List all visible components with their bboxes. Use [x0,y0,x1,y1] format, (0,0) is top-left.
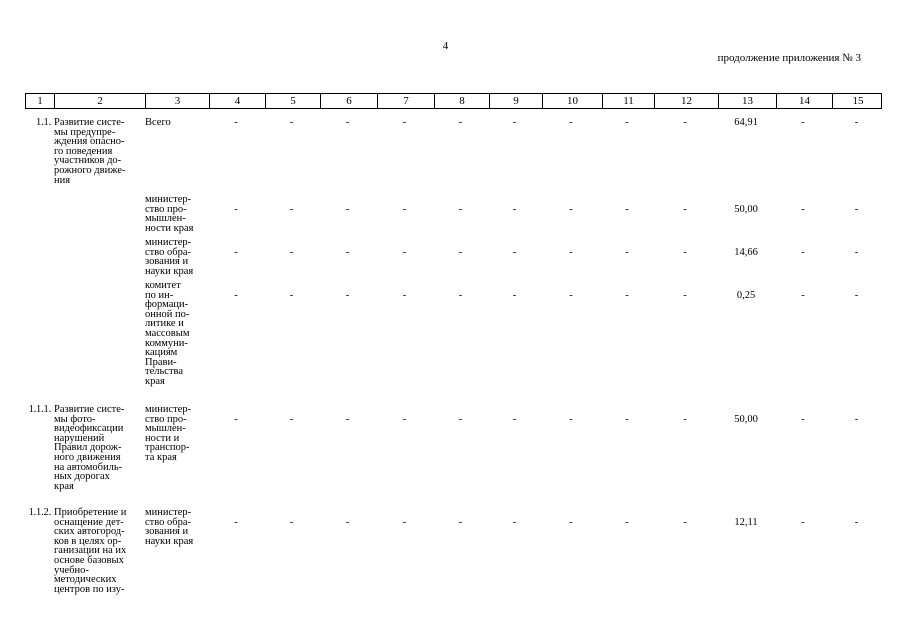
row-responsible-line: Всего [145,117,171,128]
row-responsible-line: по ин- [145,289,174,301]
row-name-line: мы фото- [54,413,96,425]
row-dash-col-11: - [625,247,629,258]
row-dash-col-5: - [289,414,294,425]
row-dash-col-5: - [289,204,294,215]
row-name-line: мы предупре- [54,126,116,138]
row-dash-col-14: - [801,414,805,425]
row-responsible-line: науки края [145,535,194,547]
row-name-line: Приобретение и [54,507,127,518]
row-dash-col-12: - [683,247,687,258]
row-dash-col-8: - [458,117,463,128]
row-dash-col-10: - [569,414,573,425]
row-dash-col-8: - [458,204,463,215]
row-name-line: рожного движе- [54,164,126,176]
header-col-5: 5 [265,94,320,108]
row-dash-col-10: - [569,290,573,301]
row-responsible-line: министер- [145,237,192,248]
row-dash-col-15: - [854,247,859,258]
row-responsible-line: края [145,375,165,387]
row-dash-col-4: - [234,290,238,301]
row-responsible-line: министер- [145,507,192,518]
row-responsible-line: литике и [145,318,184,330]
table-row [25,405,882,491]
row-dash-col-12: - [683,117,687,128]
row-dash-col-14: - [801,117,805,128]
row-name-line: учебно- [54,564,89,576]
row-dash-col-15: - [854,290,859,301]
row-dash-col-8: - [458,517,463,528]
row-responsible-line: министер- [145,194,192,205]
header-col-14: 14 [776,94,832,108]
row-dash-col-12: - [683,414,687,425]
row-dash-col-6: - [345,117,350,128]
row-dash-col-9: - [512,414,517,425]
row-value-col-13: 50,00 [734,414,758,425]
row-dash-col-5: - [289,290,294,301]
row-dash-col-10: - [569,204,573,215]
row-dash-col-7: - [402,517,407,528]
row-dash-col-4: - [234,117,238,128]
row-number: 1.1.1. [28,404,51,415]
row-responsible [144,195,208,233]
row-dash-col-6: - [345,414,350,425]
row-name-line: ждения опасно- [54,136,125,148]
row-dash-col-7: - [402,414,407,425]
row-dash-col-7: - [402,290,407,301]
row-responsible-line: министер- [145,404,192,415]
header-col-9: 9 [489,94,542,108]
row-dash-col-6: - [345,247,350,258]
row-responsible-line: мышлен- [145,213,186,225]
row-dash-col-10: - [569,517,573,528]
row-dash-col-9: - [512,517,517,528]
row-dash-col-11: - [625,290,629,301]
row-name-line: ганизации на их [54,545,127,557]
table-row [25,508,882,594]
row-responsible-line: тельства [145,366,184,378]
row-name-line: Развитие систе- [54,404,125,415]
row-name-line: ков в целях ор- [54,535,122,547]
row-name-line: на автомобиль- [54,461,123,473]
header-col-1: 1 [37,95,43,107]
row-dash-col-11: - [625,204,629,215]
row-name-line: Правил дорож- [54,442,122,454]
row-responsible-line: ство про- [145,203,187,215]
header-col-2: 2 [54,94,145,108]
row-dash-col-15: - [854,517,859,528]
row-name-line: ных дорогах [54,471,110,483]
row-dash-col-9: - [512,290,517,301]
row-responsible [144,118,208,128]
row-responsible-line: массовым [145,327,190,339]
row-name-line: оснащение дет- [54,516,124,528]
row-name-line: участников до- [54,155,122,167]
row-dash-col-14: - [801,204,805,215]
row-value-col-13: 64,91 [734,117,758,128]
row-responsible [144,508,208,546]
row-dash-col-8: - [458,290,463,301]
row-value-col-13: 12,11 [734,517,758,528]
row-name-line: нарушений [54,432,105,444]
row-responsible [144,281,208,387]
row-responsible [144,405,208,463]
row-responsible-line: коммуни- [145,337,188,349]
header-col-7: 7 [377,94,434,108]
row-name [53,118,144,185]
header-col-13: 13 [718,94,776,108]
row-value-col-13: 14,66 [734,247,758,258]
row-dash-col-15: - [854,117,859,128]
row-dash-col-12: - [683,290,687,301]
row-number: 1.1. [36,117,51,128]
row-responsible-line: зования и [145,256,189,268]
row-name-line: ния [54,174,71,186]
row-dash-col-12: - [683,204,687,215]
row-dash-col-14: - [801,290,805,301]
row-responsible-line: зования и [145,526,189,538]
row-dash-col-6: - [345,517,350,528]
row-dash-col-5: - [289,517,294,528]
table-row [25,238,882,276]
row-name-line: го поведения [54,145,113,157]
row-responsible-line: формаци- [145,299,189,311]
row-responsible-line: та края [145,451,177,463]
row-dash-col-8: - [458,247,463,258]
row-responsible-line: онной по- [145,308,190,320]
row-dash-col-7: - [402,247,407,258]
row-dash-col-4: - [234,247,238,258]
row-value-col-13: 50,00 [734,204,758,215]
row-dash-col-15: - [854,204,859,215]
row-dash-col-14: - [801,247,805,258]
row-name-line: Развитие систе- [54,117,125,128]
row-dash-col-7: - [402,204,407,215]
row-responsible-line: комитет [145,280,181,291]
row-responsible-line: мышлен- [145,423,186,435]
row-responsible-line: ство обра- [145,246,192,258]
row-dash-col-14: - [801,517,805,528]
header-col-11: 11 [602,94,654,108]
row-dash-col-15: - [854,414,859,425]
row-number: 1.1.2. [28,507,51,518]
row-dash-col-11: - [625,117,629,128]
row-dash-col-12: - [683,517,687,528]
row-name [53,405,144,491]
header-col-10: 10 [542,94,602,108]
row-dash-col-8: - [458,414,463,425]
row-dash-col-11: - [625,517,629,528]
row-responsible-line: ности и [145,432,180,444]
row-dash-col-6: - [345,204,350,215]
row-dash-col-6: - [345,290,350,301]
row-responsible-line: ство обра- [145,516,192,528]
row-responsible-line: науки края [145,265,194,277]
row-name-line: края [54,480,74,492]
table-row [25,281,882,387]
row-dash-col-9: - [512,204,517,215]
row-dash-col-10: - [569,247,573,258]
row-value-col-13: 0,25 [736,290,756,301]
table-header-row [25,93,882,109]
appendix-note: продолжение приложения № 3 [717,52,861,64]
row-dash-col-4: - [234,517,238,528]
row-dash-col-5: - [289,247,294,258]
header-col-15: 15 [832,94,883,108]
row-responsible-line: ство про- [145,413,187,425]
row-responsible-line: Прави- [145,356,177,368]
row-dash-col-11: - [625,414,629,425]
row-dash-col-4: - [234,204,238,215]
row-name [53,508,144,594]
header-col-4: 4 [209,94,265,108]
row-name-line: основе базовых [54,554,124,566]
header-col-6: 6 [320,94,377,108]
row-name-line: ного движения [54,451,121,463]
row-dash-col-9: - [512,117,517,128]
row-name-line: центров по изу- [54,583,125,595]
row-dash-col-10: - [569,117,573,128]
row-dash-col-5: - [289,117,294,128]
row-responsible-line: ности края [145,222,194,234]
row-dash-col-9: - [512,247,517,258]
row-dash-col-7: - [402,117,407,128]
row-responsible-line: транспор- [145,442,190,454]
table-row [25,118,882,185]
header-col-12: 12 [654,94,718,108]
header-col-8: 8 [434,94,489,108]
row-responsible [144,238,208,276]
header-col-3: 3 [145,94,209,108]
row-dash-col-4: - [234,414,238,425]
page-number: 4 [442,40,449,52]
row-name-line: видеофиксации [54,423,124,435]
row-responsible-line: кациям [145,347,178,359]
table-row [25,195,882,233]
row-name-line: ских автогород- [54,526,125,538]
row-name-line: методических [54,574,117,586]
